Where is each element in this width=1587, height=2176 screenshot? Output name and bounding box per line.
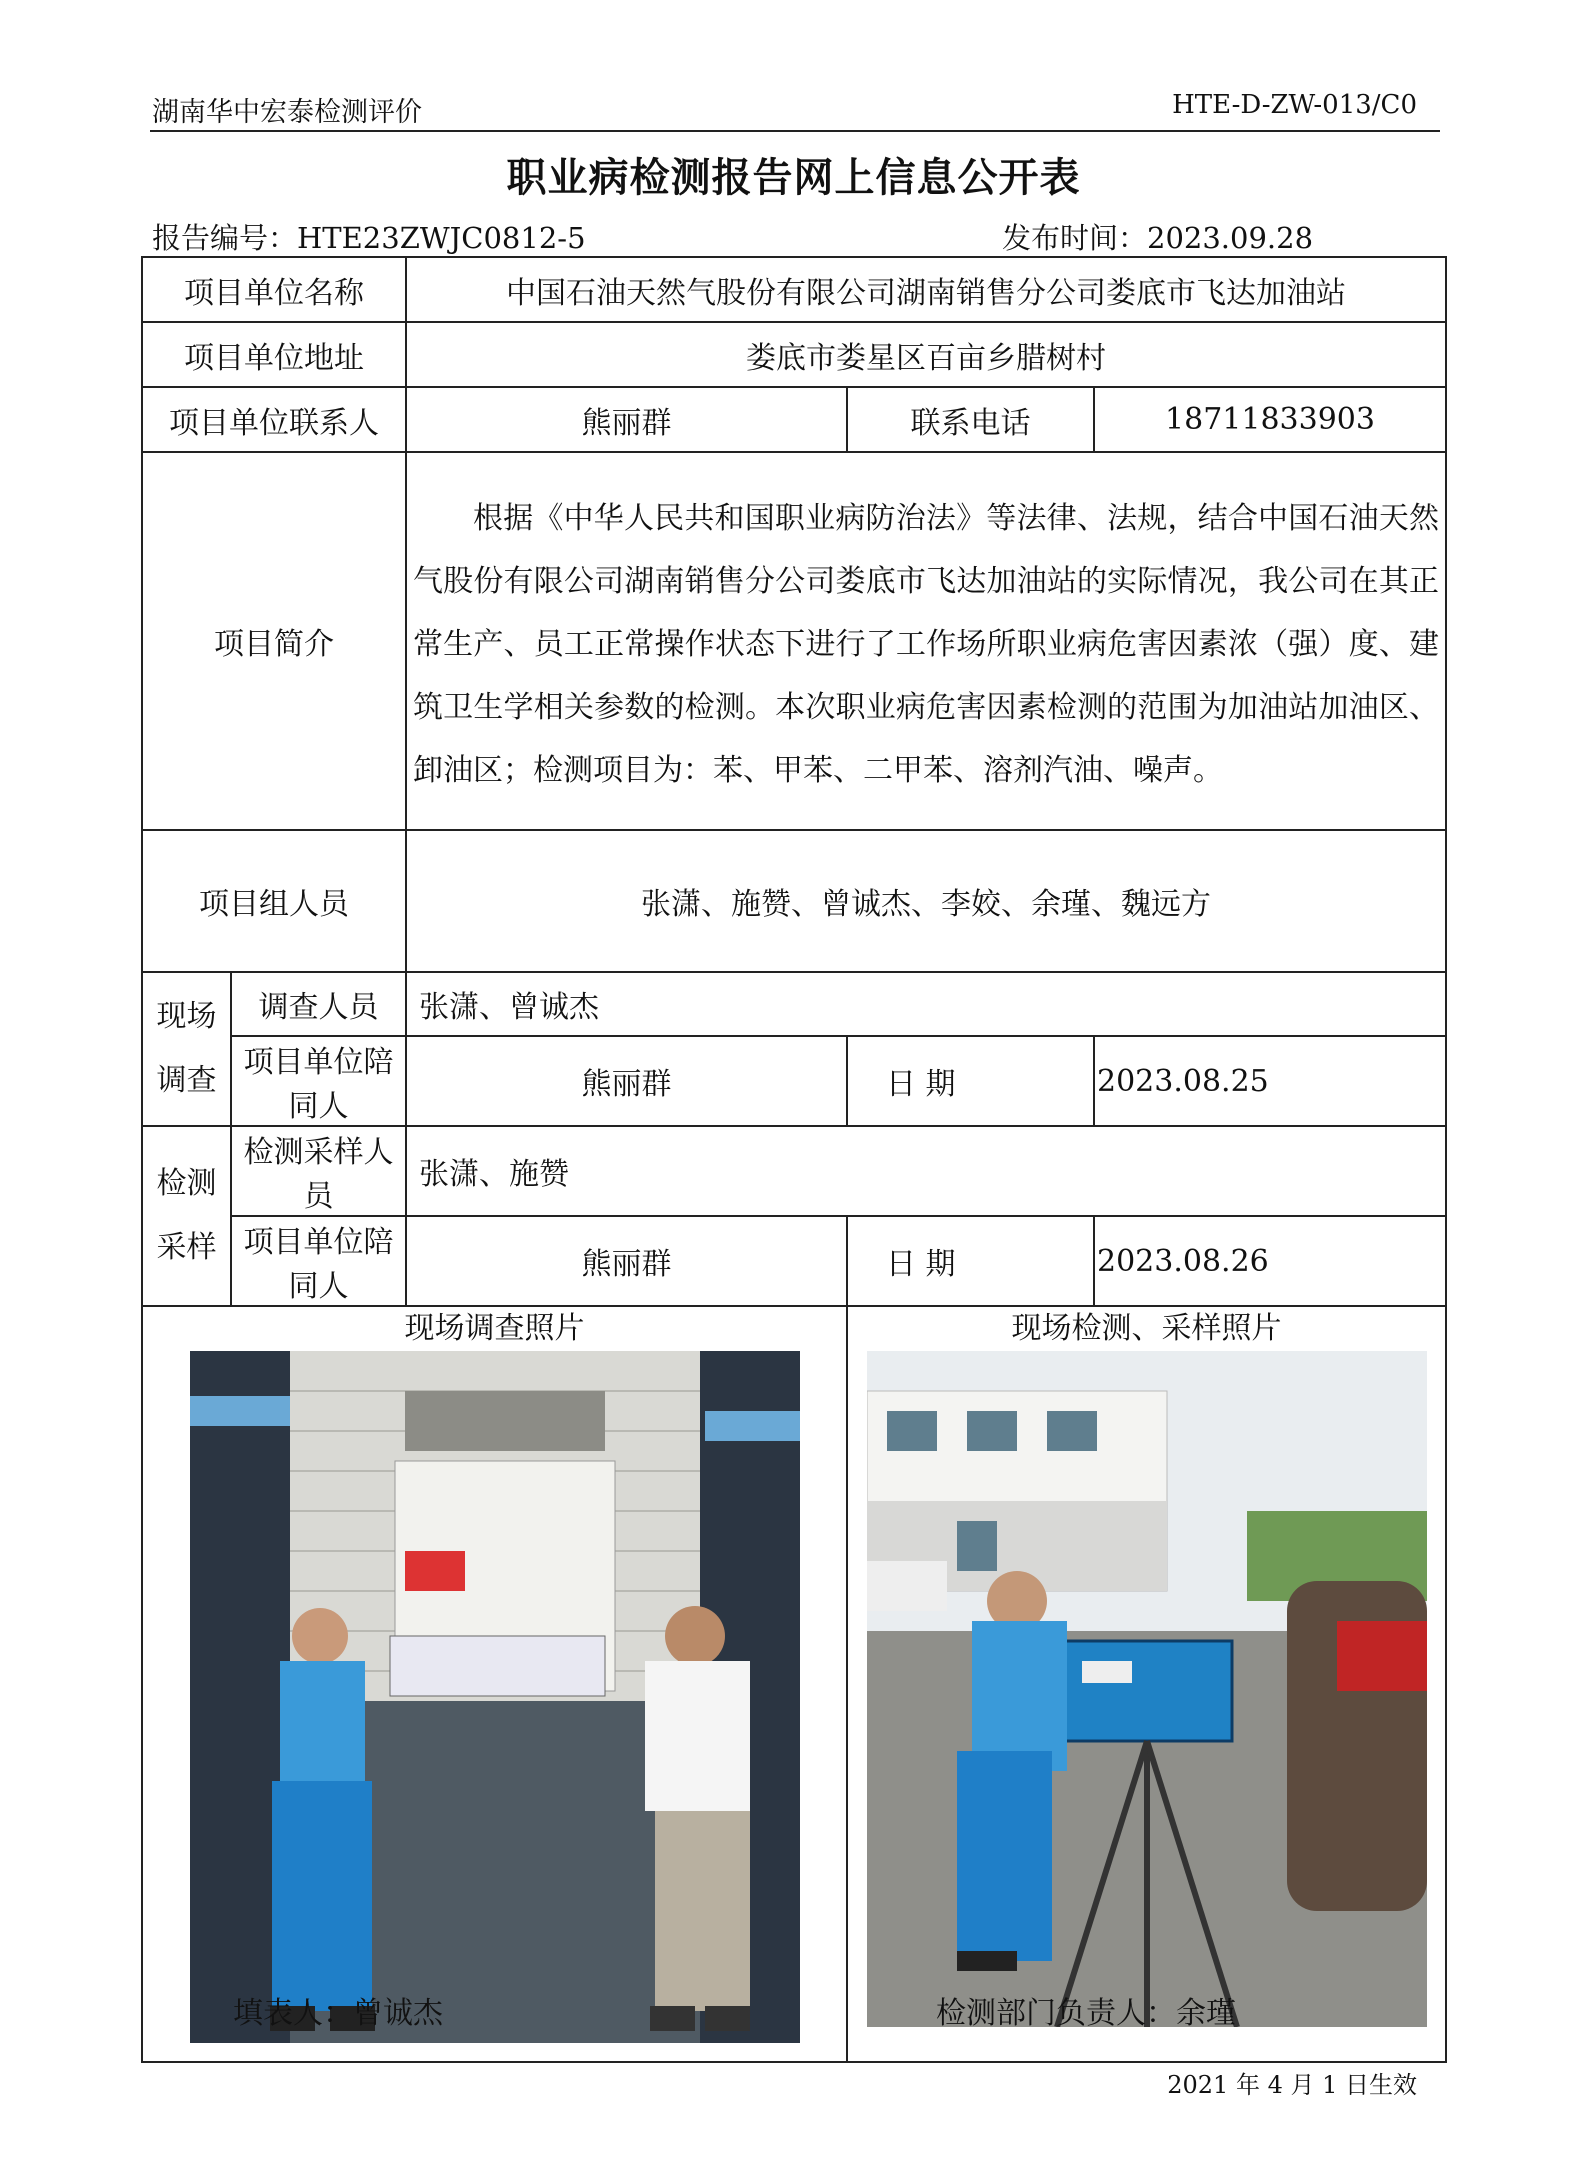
unit-address-value: 娄底市娄星区百亩乡腊树村: [406, 322, 1446, 387]
survey-date-label: 日 期: [847, 1036, 1094, 1126]
survey-escort-label: 项目单位陪同人: [231, 1036, 406, 1126]
sampling-photo-title: 现场检测、采样照片: [1011, 1311, 1282, 1346]
contact-value: 熊丽群: [406, 387, 847, 452]
phone-label: 联系电话: [847, 387, 1094, 452]
sampling-staff-value: 张潇、施赞: [406, 1126, 1446, 1216]
phone-value: 18711833903: [1094, 387, 1446, 452]
department-head: 检测部门负责人：余瑾: [936, 1996, 1236, 2031]
unit-name-label: 项目单位名称: [142, 257, 406, 322]
header-doc-code: HTE-D-ZW-013/C0: [1172, 90, 1417, 120]
contact-label: 项目单位联系人: [142, 387, 406, 452]
survey-photo: [190, 1351, 800, 2043]
team-label: 项目组人员: [142, 830, 406, 972]
publish-time: 发布时间：2023.09.28: [1002, 221, 1314, 255]
survey-staff-value: 张潇、曾诚杰: [406, 972, 1446, 1036]
sampling-date-value: 2023.08.26: [1094, 1216, 1446, 1306]
sampling-label-line1: 检测: [156, 1166, 217, 1201]
header-company: 湖南华中宏泰检测评价: [152, 97, 422, 128]
sampling-section-label: [142, 1126, 231, 1306]
survey-staff-label: 调查人员: [231, 972, 406, 1036]
unit-address-label: 项目单位地址: [142, 322, 406, 387]
sampling-label-line2: 采样: [156, 1230, 217, 1265]
unit-name-value: 中国石油天然气股份有限公司湖南销售分公司娄底市飞达加油站: [406, 257, 1446, 322]
survey-escort-value: 熊丽群: [406, 1036, 847, 1126]
intro-label: 项目简介: [142, 452, 406, 830]
sampling-escort-value: 熊丽群: [406, 1216, 847, 1306]
survey-section-label: [142, 972, 231, 1126]
survey-label-line1: 现场: [156, 999, 217, 1034]
header-divider: [150, 130, 1440, 132]
effective-date: 2021 年 4 月 1 日生效: [1167, 2071, 1417, 2099]
sampling-staff-label: 检测采样人员: [231, 1126, 406, 1216]
team-value: 张潇、施赞、曾诚杰、李姣、余瑾、魏远方: [406, 830, 1446, 972]
survey-photo-cell: [142, 1306, 847, 2062]
survey-photo-title: 现场调查照片: [404, 1311, 585, 1346]
survey-label-line2: 调查: [156, 1063, 217, 1098]
info-table: [141, 256, 1447, 2063]
sampling-photo-cell: [847, 1306, 1446, 2062]
sampling-photo: [867, 1351, 1427, 2027]
survey-date-value: 2023.08.25: [1094, 1036, 1446, 1126]
form-filler: 填表人：曾诚杰: [233, 1996, 443, 2031]
sampling-escort-label: 项目单位陪同人: [231, 1216, 406, 1306]
report-number: 报告编号：HTE23ZWJC0812-5: [152, 221, 586, 255]
intro-text: 根据《中华人民共和国职业病防治法》等法律、法规，结合中国石油天然气股份有限公司湖南销售分公司娄底市飞达加油站的实际情况，我公司在其正常生产、员工正常操作状态下进行了工作场所职业病危害因素浓（强）度、建筑卫生学相关参数的检测。本次职业病危害因素检测的范围为加油站加油区、卸油区；检测项目为：苯、甲苯、二甲苯、溶剂汽油、噪声。: [406, 452, 1446, 830]
sampling-date-label: 日 期: [847, 1216, 1094, 1306]
page-title: 职业病检测报告网上信息公开表: [506, 154, 1081, 201]
